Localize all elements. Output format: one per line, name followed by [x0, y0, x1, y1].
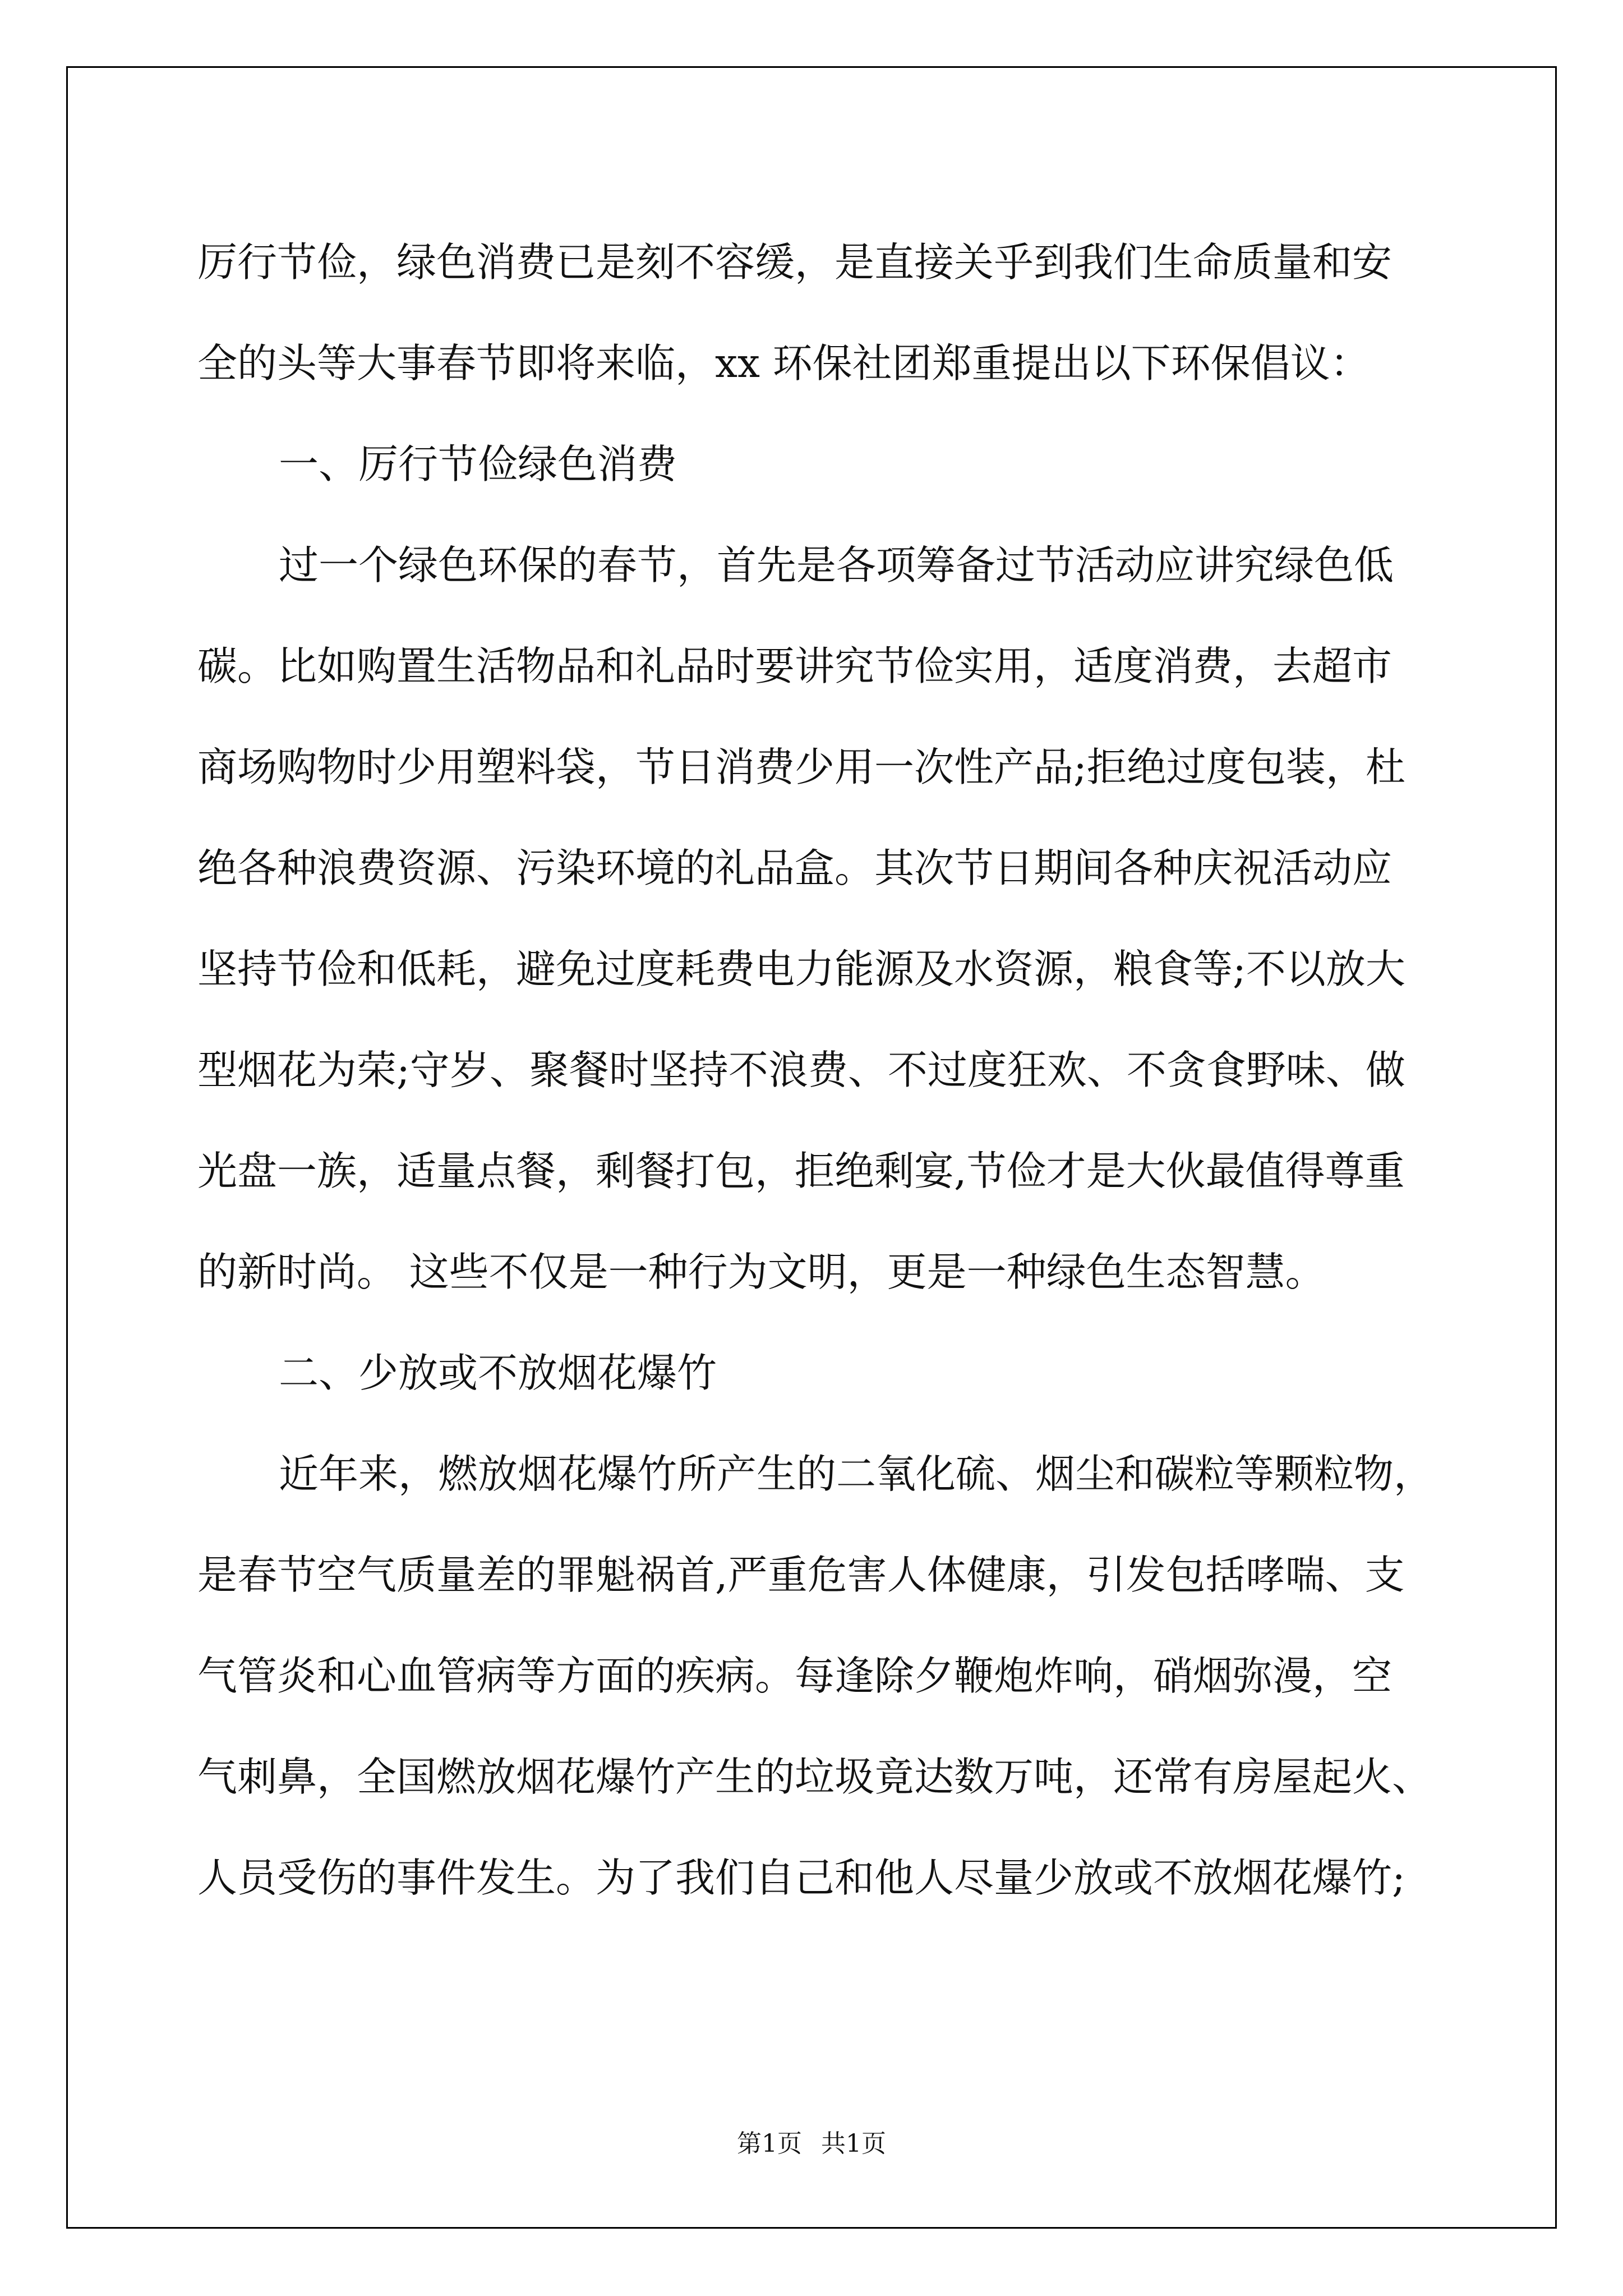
text-line: 绝各种浪费资源、污染环境的礼品盒。其次节日期间各种庆祝活动应 [197, 845, 1393, 891]
text-line: 碳。比如购置生活物品和礼品时要讲究节俭实用，适度消费，去超市 [197, 643, 1393, 689]
text-line: 过一个绿色环保的春节，首先是各项筹备过节活动应讲究绿色低 [279, 542, 1394, 588]
text-line: 是春节空气质量差的罪魁祸首,严重危害人体健康，引发包括哮喘、支 [197, 1552, 1405, 1598]
section-heading: 一、厉行节俭绿色消费 [279, 441, 677, 487]
text-line: 气管炎和心血管病等方面的疾病。每逢除夕鞭炮炸响，硝烟弥漫，空 [197, 1653, 1393, 1699]
text-line: 坚持节俭和低耗，避免过度耗费电力能源及水资源，粮食等;不以放大 [197, 946, 1405, 992]
text-line: 全的头等大事春节即将来临，xx 环保社团郑重提出以下环保倡议： [197, 340, 1370, 386]
text-line: 型烟花为荣;守岁、聚餐时坚持不浪费、不过度狂欢、不贪食野味、做 [197, 1047, 1405, 1093]
text-line: 的新时尚。 这些不仅是一种行为文明，更是一种绿色生态智慧。 [197, 1249, 1325, 1295]
page-number: 第1页 [737, 2129, 802, 2158]
text-line: 人员受伤的事件发生。为了我们自己和他人尽量少放或不放烟花爆竹; [197, 1855, 1405, 1901]
text-line: 近年来，燃放烟花爆竹所产生的二氧化硫、烟尘和碳粒等颗粒物， [279, 1451, 1434, 1497]
page-total: 共1页 [821, 2129, 886, 2158]
text-line: 商场购物时少用塑料袋，节日消费少用一次性产品;拒绝过度包装，杜 [197, 744, 1405, 790]
page-footer [0, 2123, 1623, 2159]
text-line: 气刺鼻，全国燃放烟花爆竹产生的垃圾竟达数万吨，还常有房屋起火、 [197, 1754, 1432, 1800]
document-body [197, 212, 1434, 1929]
text-line: 厉行节俭，绿色消费已是刻不容缓，是直接关乎到我们生命质量和安 [197, 239, 1393, 286]
section-heading: 二、少放或不放烟花爆竹 [279, 1350, 717, 1396]
text-line: 光盘一族，适量点餐，剩餐打包，拒绝剩宴,节俭才是大伙最值得尊重 [197, 1148, 1405, 1194]
